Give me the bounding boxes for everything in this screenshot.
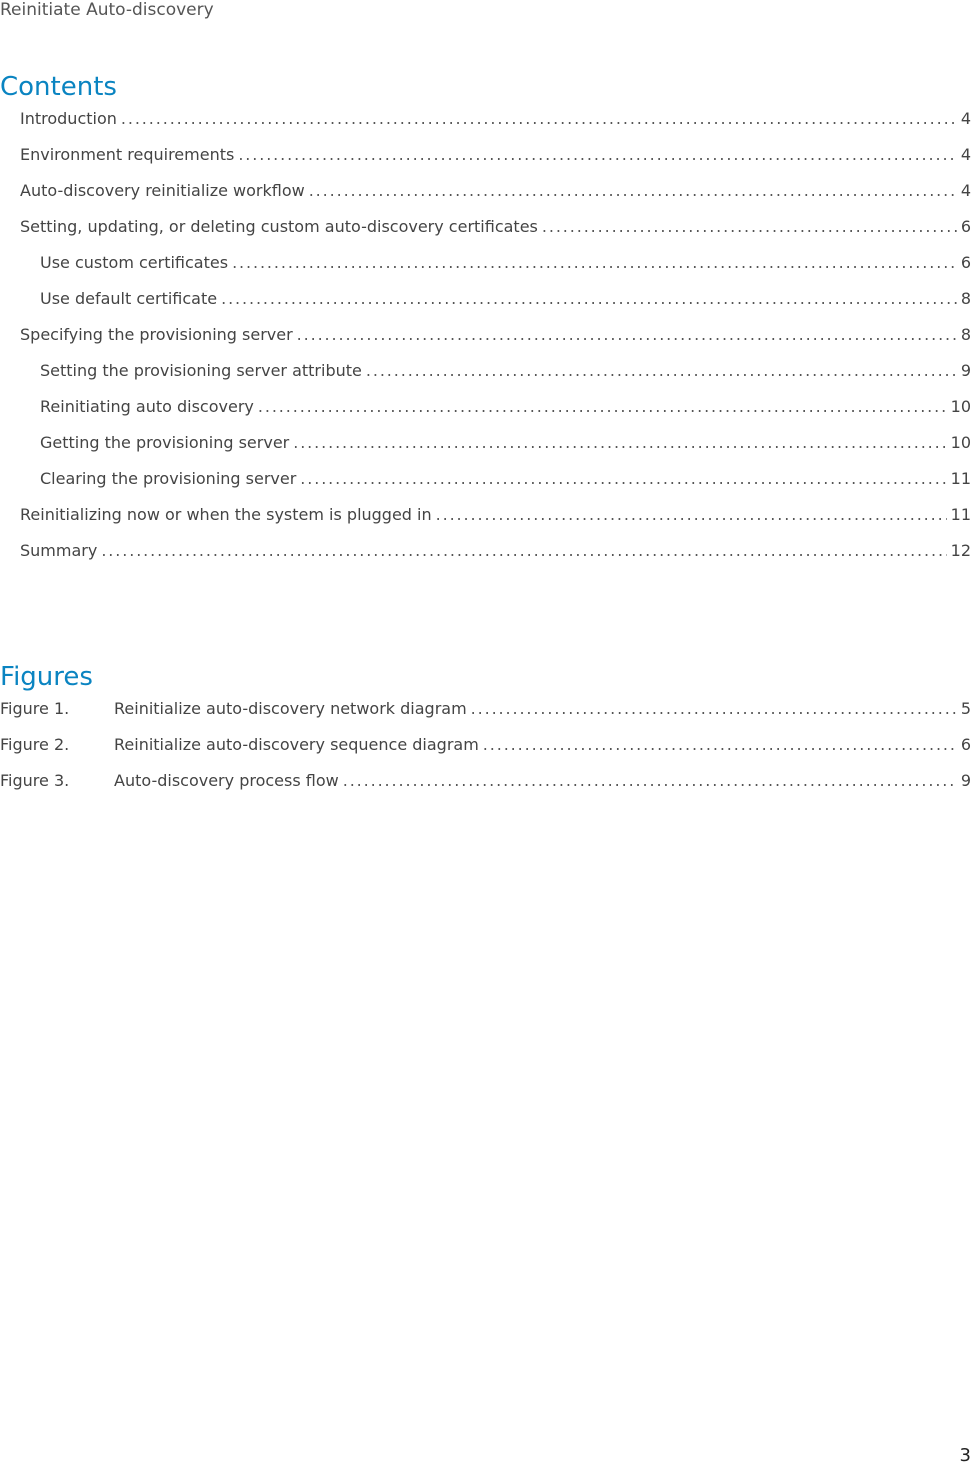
dot-leader [293,432,946,454]
contents-heading: Contents [0,72,117,102]
toc-entry-label: Introduction [20,109,117,128]
toc-entry-page: 11 [950,505,971,524]
toc-entry[interactable] [0,252,973,288]
figure-entry-page: 5 [960,699,971,718]
toc-entry-page: 10 [950,433,971,452]
toc-entry[interactable] [0,540,973,576]
dot-leader [297,324,957,346]
figure-entry-number: Figure 2. [0,735,70,754]
page-number: 3 [959,1445,971,1466]
toc-entry[interactable] [0,432,973,468]
figure-entry-label: Auto-discovery process flow [114,771,339,790]
toc-entry-page: 11 [950,469,971,488]
toc-entry-label: Summary [20,541,98,560]
dot-leader [483,734,957,756]
toc-entry-page: 4 [960,181,971,200]
toc-entry-label: Auto-discovery reinitialize workflow [20,181,305,200]
toc-entry-label: Reinitiating auto discovery [40,397,254,416]
toc-entry-page: 12 [950,541,971,560]
dot-leader [258,396,947,418]
toc-entry-page: 8 [960,289,971,308]
figures-heading: Figures [0,662,93,692]
toc-entry-label: Use custom certificates [40,253,229,272]
toc-entry-page: 4 [960,109,971,128]
dot-leader [300,468,946,490]
figure-entry-page: 9 [960,771,971,790]
toc-entry[interactable] [0,180,973,216]
toc-entry-page: 8 [960,325,971,344]
figure-entry-label: Reinitialize auto-discovery network diagram [114,699,467,718]
dot-leader [436,504,947,526]
toc-entry-label: Clearing the provisioning server [40,469,297,488]
figure-entry-number: Figure 3. [0,771,70,790]
dot-leader [221,288,957,310]
figure-entry[interactable] [0,770,973,806]
figure-entry[interactable] [0,698,973,734]
figure-entry-label: Reinitialize auto-discovery sequence diagram [114,735,479,754]
toc-entry[interactable] [0,216,973,252]
dot-leader [101,540,946,562]
toc-entry[interactable] [0,360,973,396]
dot-leader [366,360,957,382]
toc-entry[interactable] [0,144,973,180]
dot-leader [232,252,957,274]
figure-entry[interactable] [0,734,973,770]
dot-leader [121,108,957,130]
dot-leader [309,180,957,202]
toc-entry-page: 4 [960,145,971,164]
toc-entry[interactable] [0,108,973,144]
list-of-figures [0,698,973,806]
toc-entry-label: Setting the provisioning server attribute [40,361,362,380]
toc-entry-label: Use default certificate [40,289,218,308]
toc-entry-page: 6 [960,253,971,272]
dot-leader [343,770,957,792]
toc-entry-page: 6 [960,217,971,236]
toc-entry-page: 10 [950,397,971,416]
figure-entry-number: Figure 1. [0,699,70,718]
dot-leader [542,216,957,238]
dot-leader [471,698,957,720]
toc-entry-label: Specifying the provisioning server [20,325,293,344]
toc-entry[interactable] [0,324,973,360]
toc-entry[interactable] [0,288,973,324]
running-header-title: Reinitiate Auto-discovery [0,0,214,20]
toc-entry[interactable] [0,468,973,504]
dot-leader [238,144,957,166]
toc-entry[interactable] [0,396,973,432]
toc-entry-label: Reinitializing now or when the system is plugged in [20,505,432,524]
toc-entry-label: Getting the provisioning server [40,433,290,452]
figure-entry-page: 6 [960,735,971,754]
toc-entry-page: 9 [960,361,971,380]
toc-entry-label: Setting, updating, or deleting custom auto-discovery certificates [20,217,538,236]
toc-entry[interactable] [0,504,973,540]
toc-entry-label: Environment requirements [20,145,235,164]
table-of-contents [0,108,973,576]
